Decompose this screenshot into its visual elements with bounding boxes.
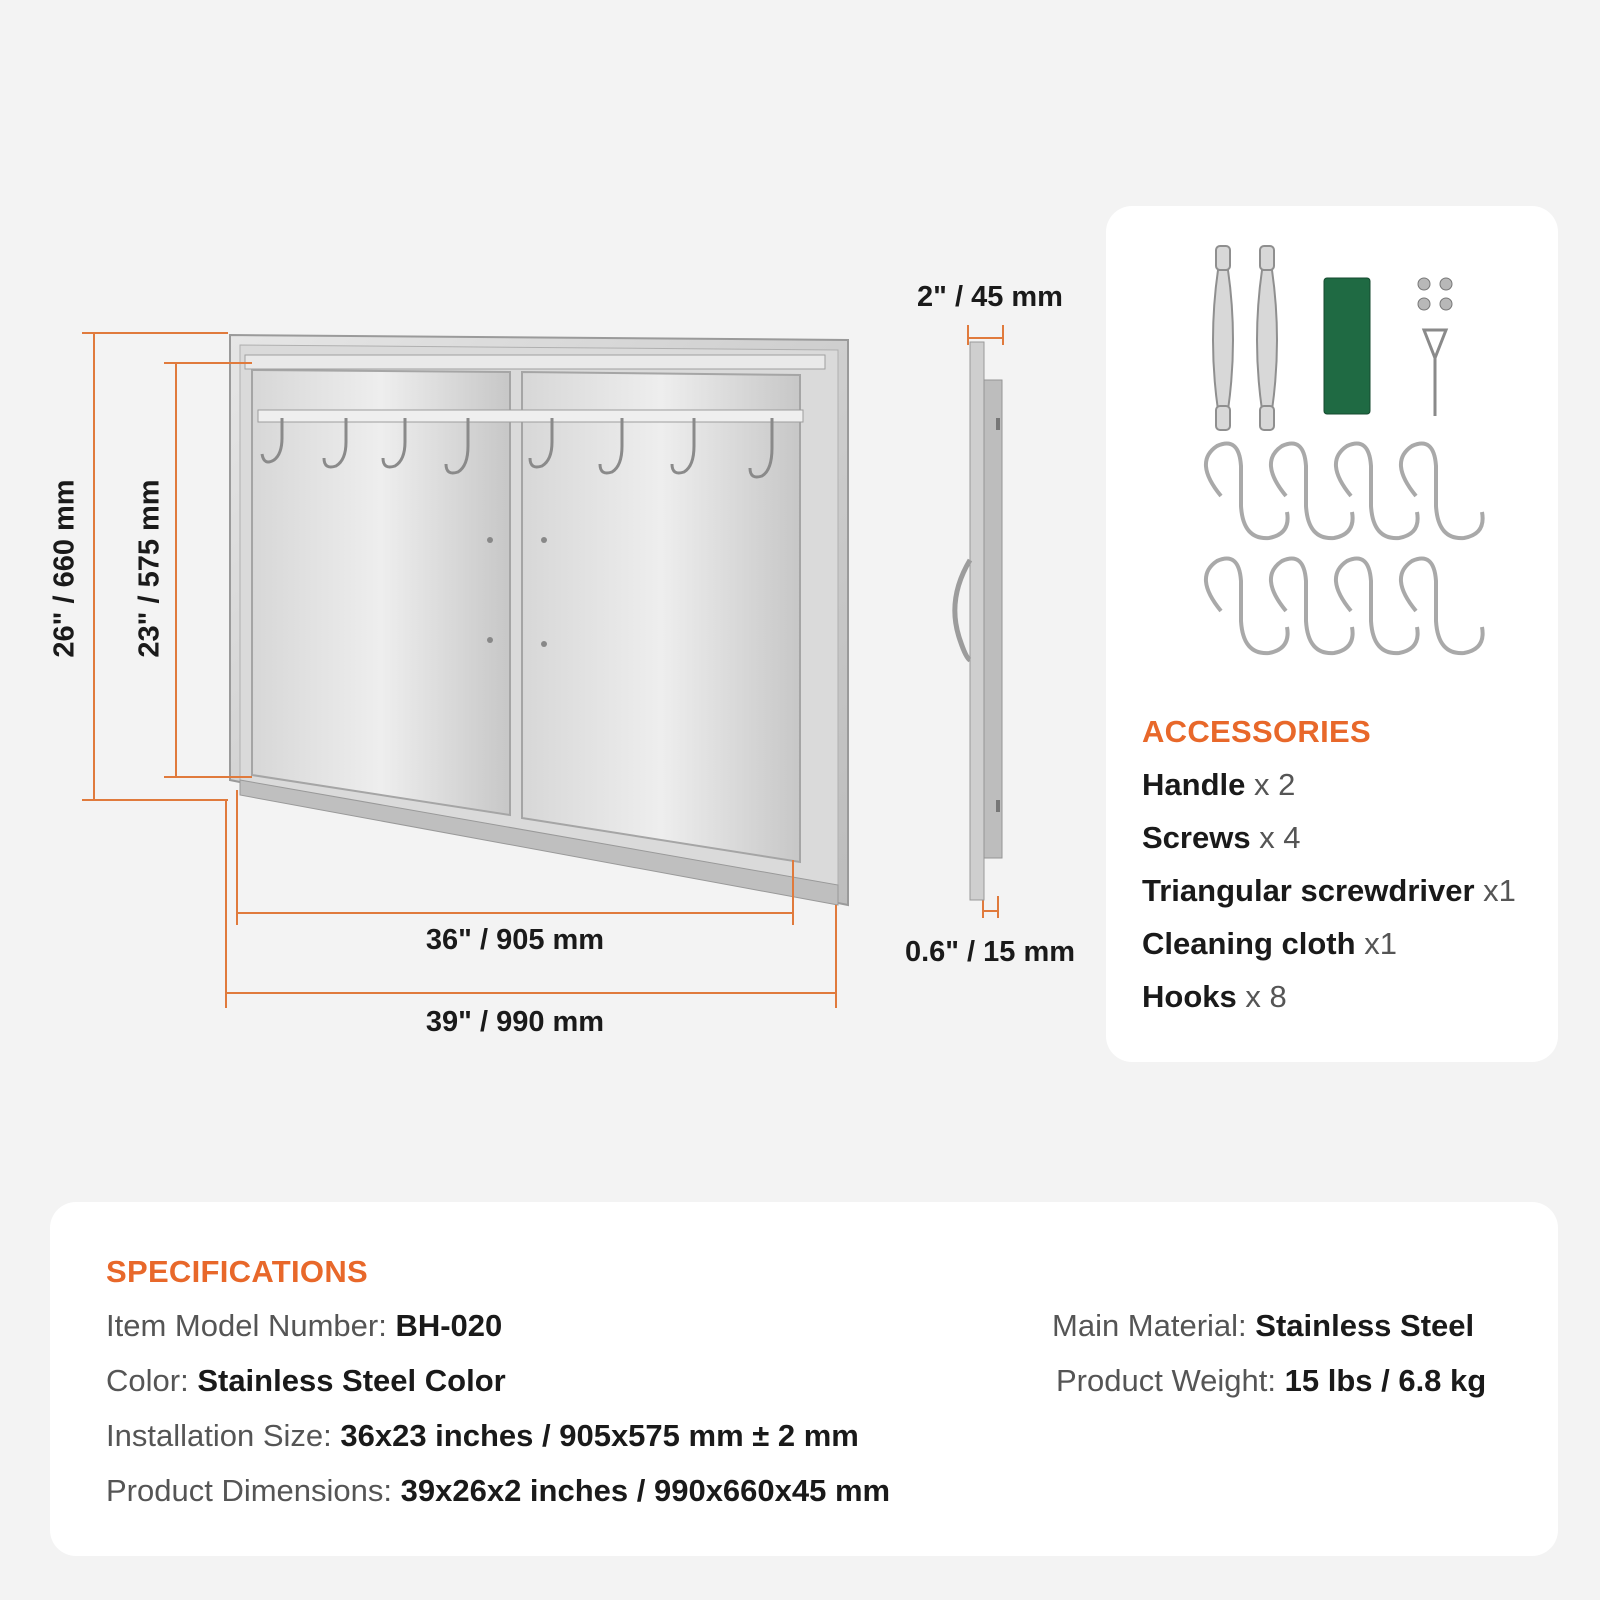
width-inner-label: 36" / 905 mm bbox=[425, 924, 605, 956]
specifications-title: SPECIFICATIONS bbox=[106, 1254, 368, 1289]
accessories-card bbox=[1106, 206, 1558, 1062]
screwdriver-icon bbox=[1424, 330, 1446, 416]
flange-label: 0.6" / 15 mm bbox=[904, 936, 1076, 968]
accessories-list bbox=[1142, 714, 1516, 1015]
height-inner-label: 23" / 575 mm bbox=[133, 479, 166, 658]
door-right-panel bbox=[522, 372, 800, 862]
top-rail bbox=[245, 355, 825, 369]
accessory-item: Triangular screwdriver x1 bbox=[1142, 873, 1516, 908]
spec-product-weight: Product Weight: 15 lbs / 6.8 kg bbox=[1056, 1363, 1487, 1398]
s-hooks-icon bbox=[1206, 444, 1483, 654]
cleaning-cloth-icon bbox=[1324, 278, 1370, 414]
accessory-item: Cleaning cloth x1 bbox=[1142, 926, 1397, 961]
handle-icon bbox=[1213, 246, 1277, 430]
accessories-title: ACCESSORIES bbox=[1142, 714, 1371, 749]
accessories-illustration bbox=[1106, 206, 1558, 706]
accessory-item: Handle x 2 bbox=[1142, 767, 1296, 802]
width-outer-label: 39" / 990 mm bbox=[425, 1006, 605, 1038]
spec-installation-size: Installation Size: 36x23 inches / 905x575 mm ± 2 mm bbox=[106, 1418, 859, 1453]
specifications-card bbox=[50, 1202, 1558, 1556]
height-outer-label: 26" / 660 mm bbox=[48, 479, 81, 658]
accessory-item: Hooks x 8 bbox=[1142, 979, 1287, 1014]
screws-icon bbox=[1418, 278, 1452, 310]
hook-rail bbox=[258, 410, 803, 422]
door-left-panel bbox=[252, 370, 510, 815]
depth-label: 2" / 45 mm bbox=[917, 281, 1063, 313]
spec-model: Item Model Number: BH-020 bbox=[106, 1308, 503, 1343]
accessory-item: Screws x 4 bbox=[1142, 820, 1301, 855]
spec-main-material: Main Material: Stainless Steel bbox=[1052, 1308, 1475, 1343]
spec-color: Color: Stainless Steel Color bbox=[106, 1363, 506, 1398]
door-side-illustration bbox=[955, 342, 1002, 900]
spec-product-dimensions: Product Dimensions: 39x26x2 inches / 990x660x45 mm bbox=[106, 1473, 891, 1508]
